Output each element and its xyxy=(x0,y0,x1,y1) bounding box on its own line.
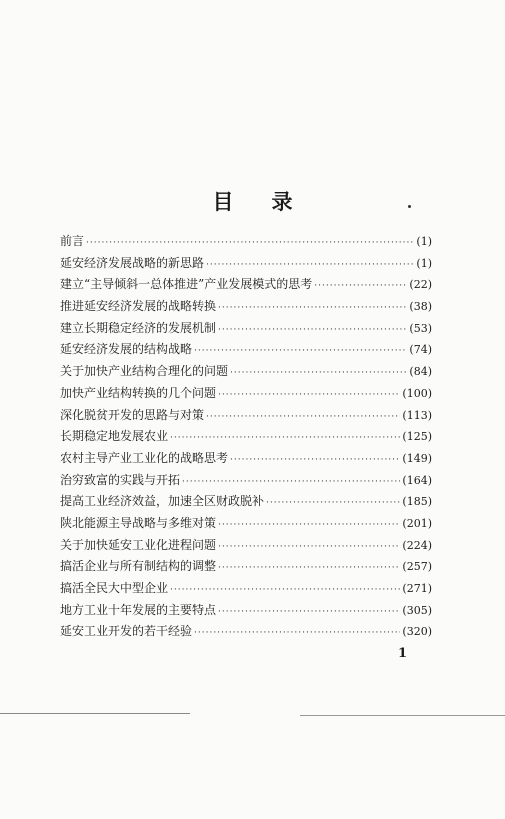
toc-entry-title: 搞活全民大中型企业 xyxy=(60,581,169,595)
dot-leader xyxy=(194,628,400,638)
dot-leader xyxy=(218,325,407,335)
toc-entry-page: (125) xyxy=(402,430,432,444)
dot-leader xyxy=(206,260,414,270)
toc-entry-page: (320) xyxy=(402,625,432,639)
table-of-contents xyxy=(60,232,432,644)
toc-entry-title: 深化脱贫开发的思路与对策 xyxy=(60,407,205,422)
toc-entry[interactable] xyxy=(60,340,432,362)
dot-leader xyxy=(170,433,400,443)
toc-entry-title: 前言 xyxy=(60,234,85,248)
dot-leader xyxy=(218,520,400,530)
toc-heading: 目录 xyxy=(212,190,331,214)
toc-entry[interactable] xyxy=(60,536,432,558)
dot-leader xyxy=(218,563,400,573)
scan-edge-line xyxy=(0,713,190,714)
dot-leader xyxy=(218,303,407,313)
toc-entry-page: (164) xyxy=(402,473,432,487)
toc-entry-page: (100) xyxy=(402,386,432,400)
dot-leader xyxy=(194,346,407,356)
toc-entry[interactable] xyxy=(60,622,432,644)
toc-entry-page: (149) xyxy=(402,451,432,465)
toc-entry-page: (201) xyxy=(402,516,432,530)
toc-entry[interactable] xyxy=(60,601,432,623)
toc-entry-title: 长期稳定地发展农业 xyxy=(60,429,169,444)
toc-entry-title: 治穷致富的实践与开拓 xyxy=(60,472,181,487)
toc-entry-page: (22) xyxy=(409,278,432,292)
toc-entry-title: 建立长期稳定经济的发展机制 xyxy=(60,320,217,335)
toc-entry-title: 搞活企业与所有制结构的调整 xyxy=(60,559,217,574)
toc-entry[interactable] xyxy=(60,514,432,536)
dot-leader xyxy=(218,390,400,400)
toc-entry-title: 延安工业开发的若干经验 xyxy=(60,624,193,639)
toc-entry[interactable] xyxy=(60,319,432,341)
dot-leader xyxy=(314,281,407,291)
toc-entry-title: 提高工业经济效益，加速全区财政脱补 xyxy=(60,494,265,509)
toc-entry-page: (185) xyxy=(402,495,432,509)
dot-leader xyxy=(86,238,414,248)
toc-entry-title: 关于加快产业结构合理化的问题 xyxy=(60,364,229,379)
toc-entry[interactable] xyxy=(60,362,432,384)
toc-entry-page: (224) xyxy=(402,538,432,552)
print-speck xyxy=(408,205,411,208)
page-number: 1 xyxy=(398,646,408,661)
toc-entry[interactable] xyxy=(60,232,432,254)
toc-entry-page: (257) xyxy=(402,560,432,574)
toc-entry-page: (74) xyxy=(409,343,432,357)
toc-entry[interactable] xyxy=(60,579,432,601)
dot-leader xyxy=(206,412,400,422)
toc-entry-title: 推进延安经济发展的战略转换 xyxy=(60,299,217,314)
scan-edge-line xyxy=(300,715,505,716)
dot-leader xyxy=(230,455,400,465)
toc-entry[interactable] xyxy=(60,427,432,449)
dot-leader xyxy=(266,498,400,508)
toc-entry[interactable] xyxy=(60,275,432,297)
toc-entry-title: 延安经济发展的结构战略 xyxy=(60,342,193,357)
toc-entry-title: 加快产业结构转换的几个问题 xyxy=(60,385,217,400)
toc-entry-title: 农村主导产业工业化的战略思考 xyxy=(60,450,229,465)
toc-entry-page: (53) xyxy=(409,321,432,335)
toc-entry-title: 关于加快延安工业化进程问题 xyxy=(60,537,217,552)
toc-entry[interactable] xyxy=(60,492,432,514)
dot-leader xyxy=(170,585,400,595)
dot-leader xyxy=(230,368,407,378)
toc-entry[interactable] xyxy=(60,254,432,276)
dot-leader xyxy=(218,607,400,617)
toc-entry-title: 地方工业十年发展的主要特点 xyxy=(60,602,217,617)
toc-entry[interactable] xyxy=(60,297,432,319)
toc-entry-page: (305) xyxy=(402,603,432,617)
toc-entry[interactable] xyxy=(60,406,432,428)
toc-entry-page: (1) xyxy=(416,256,432,270)
toc-entry-page: (1) xyxy=(416,235,432,248)
toc-entry[interactable] xyxy=(60,449,432,471)
toc-entry-title: 建立“主导倾斜一总体推进”产业发展模式的思考 xyxy=(60,277,313,292)
toc-entry-title: 陕北能源主导战略与多维对策 xyxy=(60,515,217,530)
toc-entry[interactable] xyxy=(60,471,432,493)
dot-leader xyxy=(182,477,400,487)
dot-leader xyxy=(218,542,400,552)
toc-entry-page: (38) xyxy=(409,300,432,314)
toc-entry[interactable] xyxy=(60,384,432,406)
toc-entry[interactable] xyxy=(60,557,432,579)
toc-entry-page: (84) xyxy=(409,365,432,379)
toc-entry-page: (271) xyxy=(402,582,432,595)
toc-entry-page: (113) xyxy=(402,408,432,422)
toc-entry-title: 延安经济发展战略的新思路 xyxy=(60,255,205,270)
